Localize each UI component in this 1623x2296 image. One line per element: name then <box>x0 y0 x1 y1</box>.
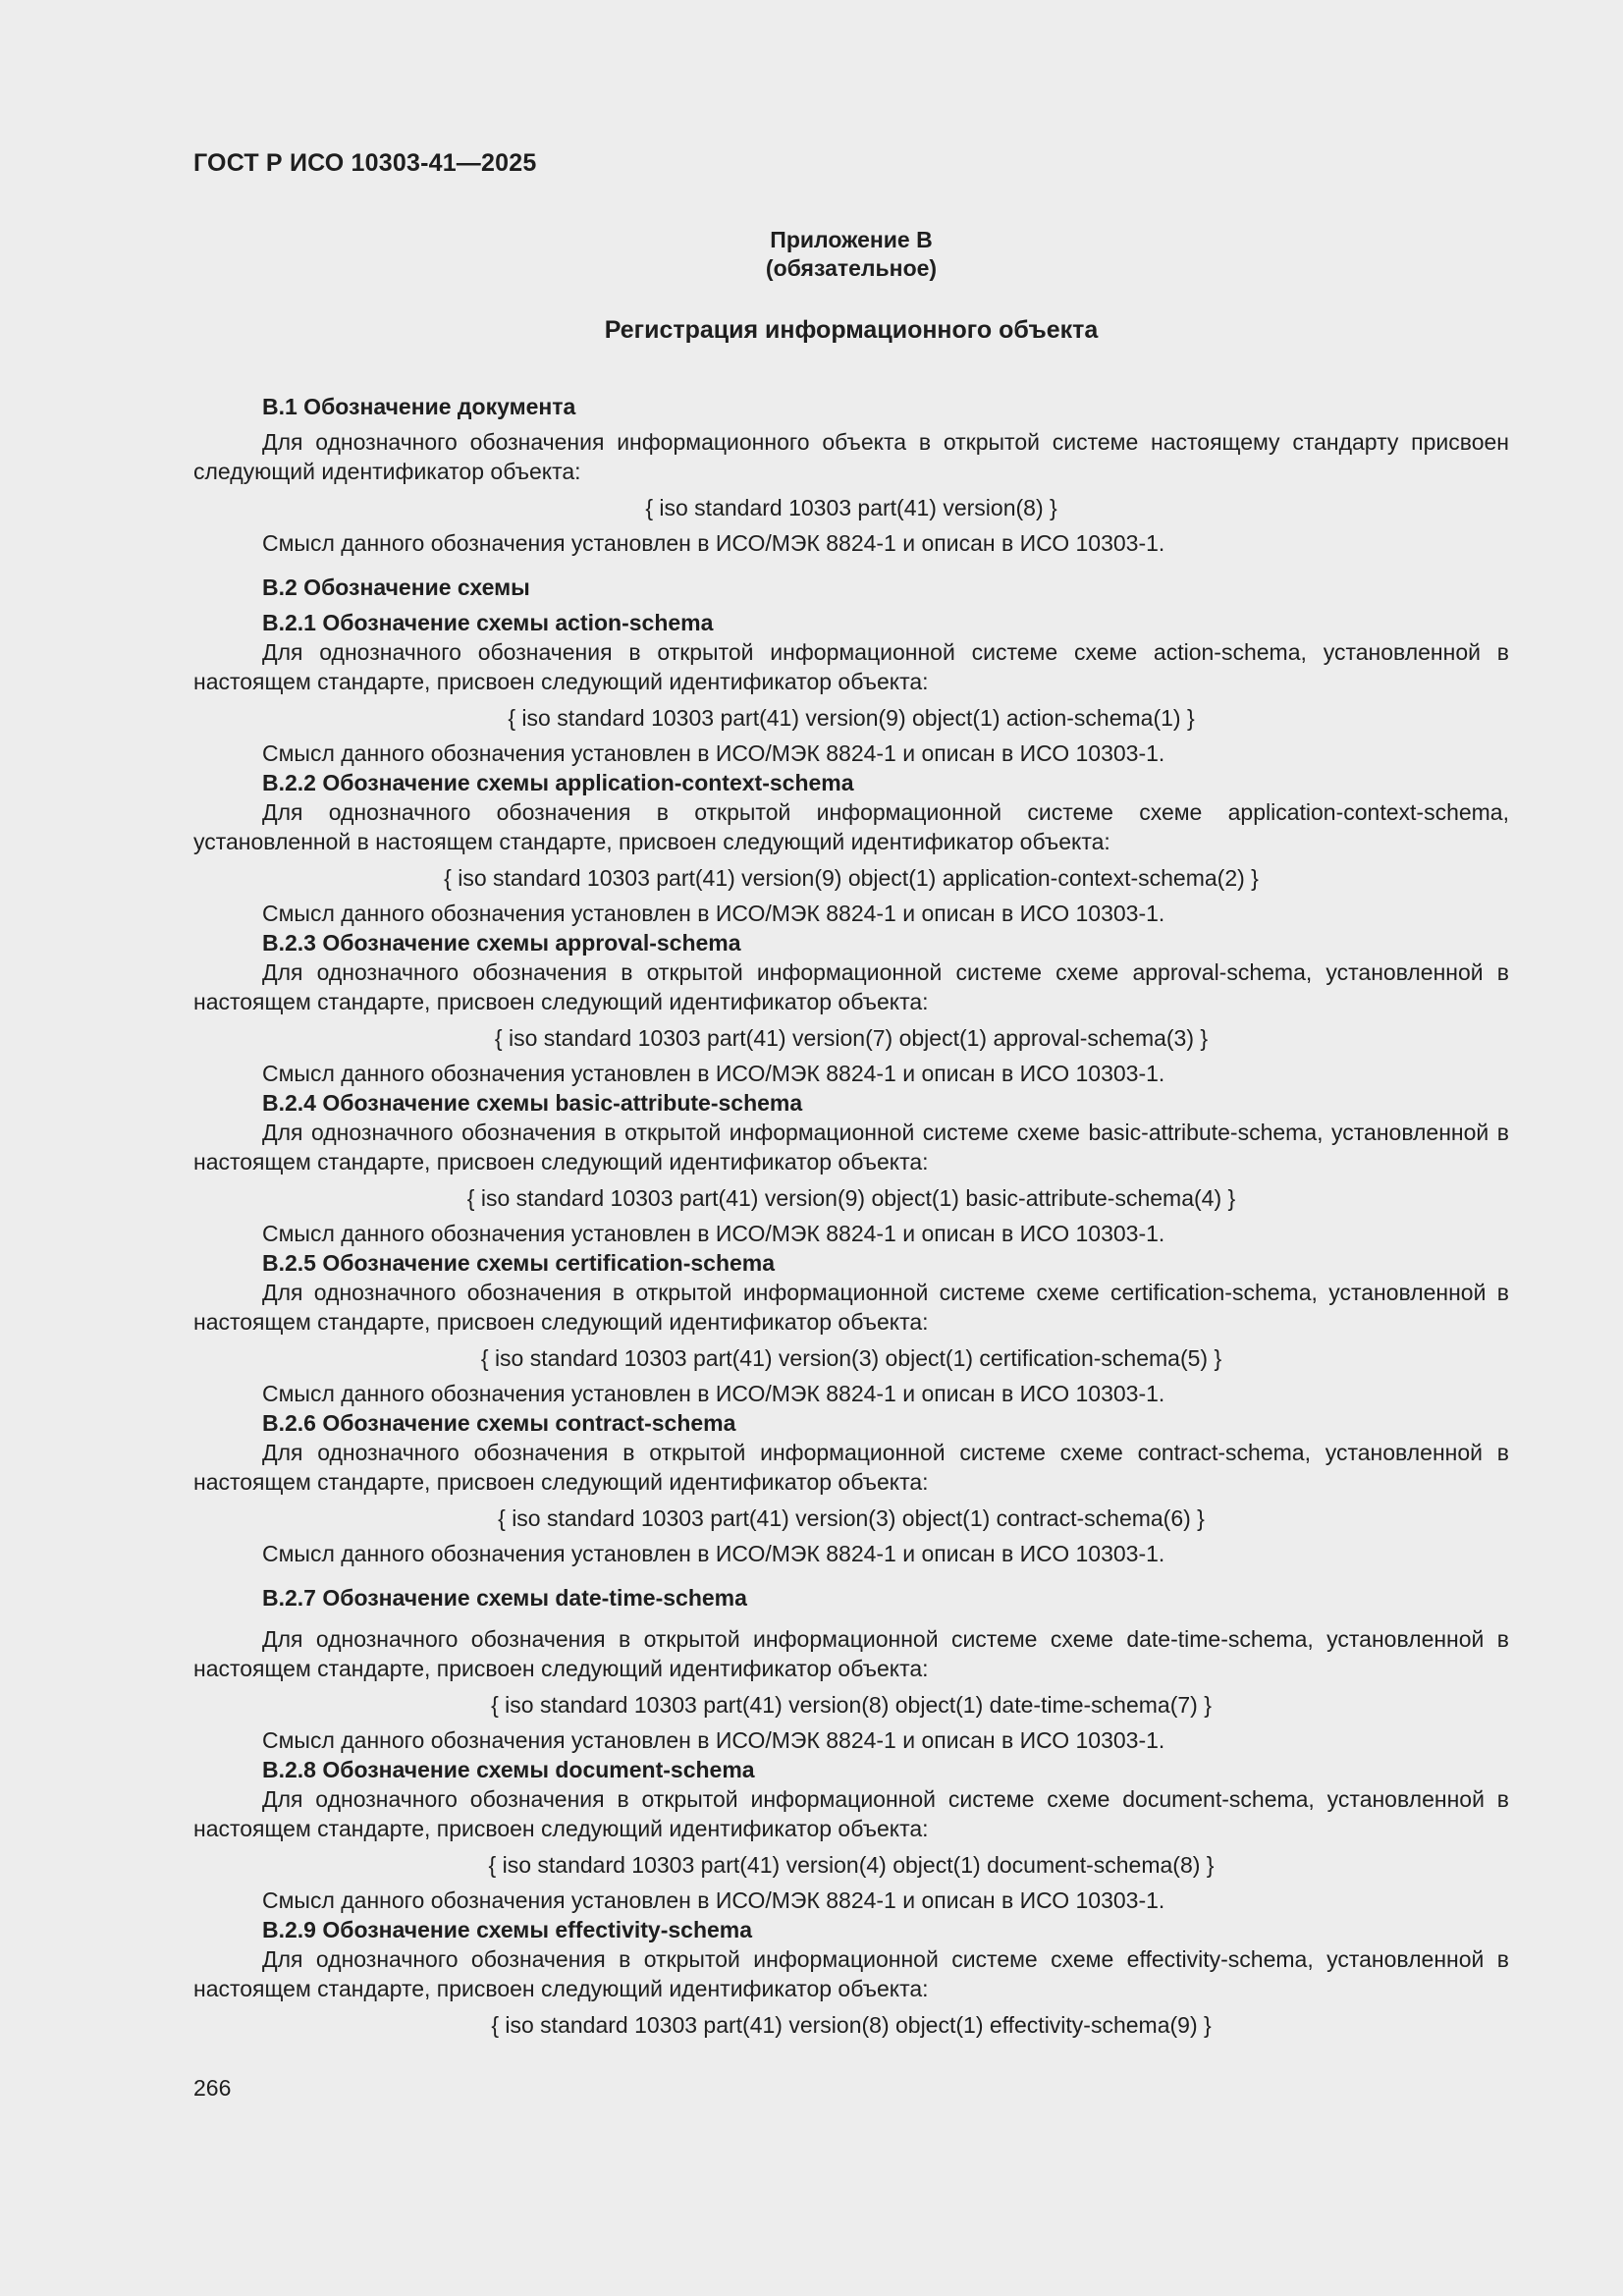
object-identifier: { iso standard 10303 part(41) version(9) object(1) application-context-schema(2) } <box>444 865 1259 891</box>
meaning-note: Смысл данного обозначения установлен в ИСО/МЭК 8824-1 и описан в ИСО 10303-1. <box>262 901 1165 926</box>
subsection-heading: В.2.7 Обозначение схемы date-time-schema <box>262 1585 747 1611</box>
object-identifier: { iso standard 10303 part(41) version(3) object(1) contract-schema(6) } <box>498 1505 1205 1531</box>
object-identifier: { iso standard 10303 part(41) version(3) object(1) certification-schema(5) } <box>480 1345 1222 1371</box>
subsection-paragraph: Для однозначного обозначения в открытой информационной системе схеме certification-schema, установленной в настоящем стандарте, присвоен следующий идентификатор объекта: <box>193 1280 1509 1335</box>
object-identifier: { iso standard 10303 part(41) version(4) object(1) document-schema(8) } <box>488 1852 1215 1878</box>
meaning-note: Смысл данного обозначения установлен в ИСО/МЭК 8824-1 и описан в ИСО 10303-1. <box>262 740 1165 766</box>
subsection-paragraph: Для однозначного обозначения в открытой информационной системе схеме basic-attribute-schema, установленной в настоящем стандарте, присвоен следующий идентификатор объекта: <box>193 1120 1509 1175</box>
section-heading: В.2 Обозначение схемы <box>262 574 530 600</box>
subsection-heading: В.2.2 Обозначение схемы application-context-schema <box>262 770 854 795</box>
object-identifier: { iso standard 10303 part(41) version(8) } <box>645 495 1057 520</box>
object-identifier: { iso standard 10303 part(41) version(9) object(1) basic-attribute-schema(4) } <box>466 1185 1236 1211</box>
meaning-note: Смысл данного обозначения установлен в ИСО/МЭК 8824-1 и описан в ИСО 10303-1. <box>262 1061 1165 1086</box>
subsection-paragraph: Для однозначного обозначения в открытой информационной системе схеме contract-schema, установленной в настоящем стандарте, присвоен следующий идентификатор объекта: <box>193 1440 1509 1495</box>
subsection-paragraph: Для однозначного обозначения в открытой информационной системе схеме action-schema, установленной в настоящем стандарте, присвоен следующий идентификатор объекта: <box>193 639 1509 694</box>
section-heading: В.1 Обозначение документа <box>262 394 576 419</box>
subsection-heading: В.2.6 Обозначение схемы contract-schema <box>262 1410 736 1436</box>
subsection-paragraph: Для однозначного обозначения в открытой информационной системе схеме document-schema, установленной в настоящем стандарте, присвоен следующий идентификатор объекта: <box>193 1786 1509 1841</box>
subsection-paragraph: Для однозначного обозначения в открытой информационной системе схеме date-time-schema, установленной в настоящем стандарте, присвоен следующий идентификатор объекта: <box>193 1626 1509 1681</box>
subsection-heading: В.2.5 Обозначение схемы certification-schema <box>262 1250 776 1276</box>
meaning-note: Смысл данного обозначения установлен в ИСО/МЭК 8824-1 и описан в ИСО 10303-1. <box>262 1887 1165 1913</box>
document-body <box>193 392 1509 2046</box>
subsection-paragraph: Для однозначного обозначения в открытой информационной системе схеме approval-schema, установленной в настоящем стандарте, присвоен следующий идентификатор объекта: <box>193 959 1509 1014</box>
subsection-heading: В.2.4 Обозначение схемы basic-attribute-schema <box>262 1090 803 1116</box>
meaning-note: Смысл данного обозначения установлен в ИСО/МЭК 8824-1 и описан в ИСО 10303-1. <box>262 1727 1165 1753</box>
annex-label: Приложение В <box>770 227 933 252</box>
meaning-note: Смысл данного обозначения установлен в ИСО/МЭК 8824-1 и описан в ИСО 10303-1. <box>262 530 1165 556</box>
object-identifier: { iso standard 10303 part(41) version(8) object(1) date-time-schema(7) } <box>491 1692 1212 1718</box>
page-number: 266 <box>193 2075 232 2101</box>
section-paragraph: Для однозначного обозначения информационного объекта в открытой системе настоящему стандарту присвоен следующий идентификатор объекта: <box>193 429 1509 484</box>
subsection-heading: В.2.3 Обозначение схемы approval-schema <box>262 930 741 956</box>
meaning-note: Смысл данного обозначения установлен в ИСО/МЭК 8824-1 и описан в ИСО 10303-1. <box>262 1221 1165 1246</box>
meaning-note: Смысл данного обозначения установлен в ИСО/МЭК 8824-1 и описан в ИСО 10303-1. <box>262 1381 1165 1406</box>
meaning-note: Смысл данного обозначения установлен в ИСО/МЭК 8824-1 и описан в ИСО 10303-1. <box>262 1541 1165 1566</box>
subsection-heading: В.2.1 Обозначение схемы action-schema <box>262 610 714 635</box>
object-identifier: { iso standard 10303 part(41) version(8) object(1) effectivity-schema(9) } <box>491 2012 1212 2038</box>
standard-code: ГОСТ Р ИСО 10303-41—2025 <box>193 149 537 177</box>
object-identifier: { iso standard 10303 part(41) version(9) object(1) action-schema(1) } <box>508 705 1195 731</box>
object-identifier: { iso standard 10303 part(41) version(7) object(1) approval-schema(3) } <box>494 1025 1209 1051</box>
subsection-paragraph: Для однозначного обозначения в открытой информационной системе схеме application-context-schema, установленной в настоящем стандарте, присвоен следующий идентификатор объекта: <box>193 799 1509 854</box>
subsection-heading: В.2.8 Обозначение схемы document-schema <box>262 1757 755 1782</box>
annex-title: Регистрация информационного объекта <box>604 316 1099 344</box>
subsection-heading: В.2.9 Обозначение схемы effectivity-schema <box>262 1917 753 1942</box>
annex-status: (обязательное) <box>765 255 938 281</box>
annex-label-block <box>193 226 1509 283</box>
subsection-paragraph: Для однозначного обозначения в открытой информационной системе схеме effectivity-schema, установленной в настоящем стандарте, присвоен следующий идентификатор объекта: <box>193 1946 1509 2001</box>
